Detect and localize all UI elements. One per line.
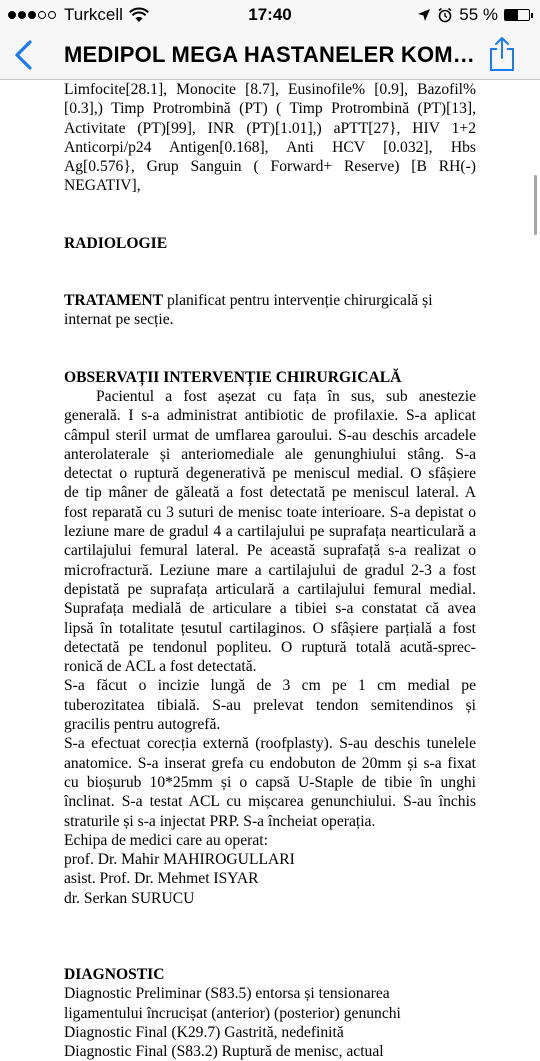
alarm-clock-icon bbox=[437, 7, 453, 23]
diagnostic-line: Diagnostic Final (S83.2) Ruptură de menisc, actual bbox=[64, 1043, 384, 1061]
corectie-paragraph bbox=[64, 734, 476, 830]
radiologie-heading bbox=[64, 234, 476, 253]
back-chevron-icon[interactable] bbox=[12, 40, 34, 70]
tratament-line-1 bbox=[64, 291, 476, 310]
observatii-line: fost reparată cu 3 suturi de menisc toate interioare. S-a depistat o bbox=[64, 503, 476, 521]
observatii-line: de tip mâner de găleată a fost detectată pe meniscul lateral. A bbox=[64, 484, 476, 502]
location-arrow-icon bbox=[417, 8, 431, 22]
lab-line: Anticorpi/p24 Antigen[0.168], Anti HCV [0.032], Hbs bbox=[64, 138, 476, 156]
observatii-line: Suprafața medială de articulare a tibiei s-a constatat că avea bbox=[64, 600, 476, 618]
status-bar bbox=[0, 0, 540, 30]
corectie-line: straturile și s-a injectat PRP. S-a încheiat operația. bbox=[64, 812, 376, 830]
incizie-line: gracilis pentru autogrefă. bbox=[64, 716, 221, 734]
incizie-line: S-a făcut o incizie lungă de 3 cm pe 1 cm medial pe bbox=[64, 677, 476, 695]
diagnostic-line: Diagnostic Preliminar (S83.5) entorsa și tensionarea bbox=[64, 985, 390, 1003]
navigation-bar bbox=[0, 30, 540, 80]
tratament-line-2: internat pe secție. bbox=[64, 311, 174, 329]
observatii-heading bbox=[64, 368, 476, 387]
lab-line: Activitate (PT)[99], INR (PT)[1.01],) aPTT[27}, HIV 1+2 bbox=[64, 119, 476, 137]
scroll-indicator[interactable] bbox=[534, 175, 537, 235]
observatii-paragraph bbox=[64, 387, 476, 676]
corectie-line: anatomice. S-a inserat grefa cu endobuton de 20mm și s-a fixat bbox=[64, 754, 476, 772]
team-line: prof. Dr. Mahir MAHIROGULLARI bbox=[64, 851, 295, 869]
incizie-paragraph bbox=[64, 676, 476, 734]
observatii-line: leziune mare de gradul 4 a cartilajului pe suprafața nearticulară a bbox=[64, 523, 476, 541]
observatii-line: detectat o ruptură degenerativă pe meniscul medial. O sfâșiere bbox=[64, 465, 476, 483]
diagnostic-line: Diagnostic Final (K29.7) Gastrită, nedefinită bbox=[64, 1023, 344, 1041]
corectie-line: înclinat. S-a testat ACL cu mișcarea genunchiului. S-au închis bbox=[64, 793, 476, 811]
observatii-line: lipsă în totalitate țesutul cartilaginos. O sfâșiere parțială a fost bbox=[64, 619, 476, 637]
share-icon[interactable] bbox=[488, 36, 516, 72]
battery-percent: 55 % bbox=[459, 5, 498, 24]
status-right bbox=[417, 5, 530, 25]
lab-results bbox=[64, 80, 476, 196]
observatii-line: depistată pe suprafața articulară a cartilajului femural medial. bbox=[64, 580, 476, 598]
team-line: asist. Prof. Dr. Mehmet ISYAR bbox=[64, 870, 259, 888]
diagnostic-list bbox=[64, 984, 476, 1061]
diagnostic-line: ligamentului încrucișat (anterior) (posterior) genunchi bbox=[64, 1004, 401, 1022]
corectie-line: S-a efectuat corecția externă (roofplasty). S-au deschis tunelele bbox=[64, 735, 476, 753]
team-line: Echipa de medici care au operat: bbox=[64, 831, 268, 849]
lab-line: [0.3],) Timp Protrombină (PT) ( Timp Protrombină (PT)[13], bbox=[64, 100, 476, 118]
lab-line: Limfocite[28.1], Monocite [8.7], Eusinofile% [0.9], Bazofil% bbox=[64, 81, 476, 98]
observatii-line: Pacientul a fost așezat cu fața în sus, sub anestezie bbox=[96, 387, 476, 405]
tratament-text: planificat pentru intervenție chirurgicală și bbox=[163, 292, 433, 310]
tratament-label: TRATAMENT bbox=[64, 292, 164, 310]
battery-level-fill bbox=[505, 10, 518, 20]
observatii-heading-text: OBSERVAȚII INTERVENȚIE CHIRURGICALĂ bbox=[64, 368, 402, 386]
battery-icon bbox=[504, 9, 530, 21]
lab-line: Ag[0.576}, Grup Sanguin ( Forward+ Reserve) [B RH(-) bbox=[64, 158, 476, 176]
observatii-line: anterolaterale și anteriomediale ale genunghiului stâng. S-a bbox=[64, 445, 476, 463]
diagnostic-heading-text: DIAGNOSTIC bbox=[64, 965, 165, 983]
surgical-team bbox=[64, 831, 476, 908]
page-title: MEDIPOL MEGA HASTANELER KOM… bbox=[64, 42, 475, 67]
carrier-name: Turkcell bbox=[64, 5, 123, 24]
corectie-line: cu bioșurub 10*25mm și o capsă U-Staple de tibie în unghi bbox=[64, 773, 476, 791]
observatii-line: generală. I s-a administrat antibiotic de profilaxie. S-a aplicat bbox=[64, 407, 476, 425]
radiologie-heading-text: RADIOLOGIE bbox=[64, 234, 168, 252]
lab-line: NEGATIV], bbox=[64, 177, 141, 195]
observatii-line: câmpul steril urmat de umflarea garoului. S-au deschis arcadele bbox=[64, 426, 476, 444]
observatii-line: microfractură. Leziune mare a cartilajului de gradul 2-3 a fost bbox=[64, 561, 476, 579]
observatii-line: detectată pe tendonul popliteu. O ruptură totală acută-sprec- bbox=[64, 638, 476, 656]
team-line: dr. Serkan SURUCU bbox=[64, 889, 195, 907]
document-body bbox=[64, 80, 476, 1061]
observatii-line: cartilajului femural lateral. Pe această suprafață s-a realizat o bbox=[64, 542, 476, 560]
incizie-line: tuberozitatea tibială. S-au prelevat tendon semitendinos și bbox=[64, 696, 476, 714]
diagnostic-heading bbox=[64, 965, 476, 984]
observatii-line: ronică de ACL a fost detectată. bbox=[64, 658, 257, 676]
status-time: 17:40 bbox=[248, 5, 292, 24]
